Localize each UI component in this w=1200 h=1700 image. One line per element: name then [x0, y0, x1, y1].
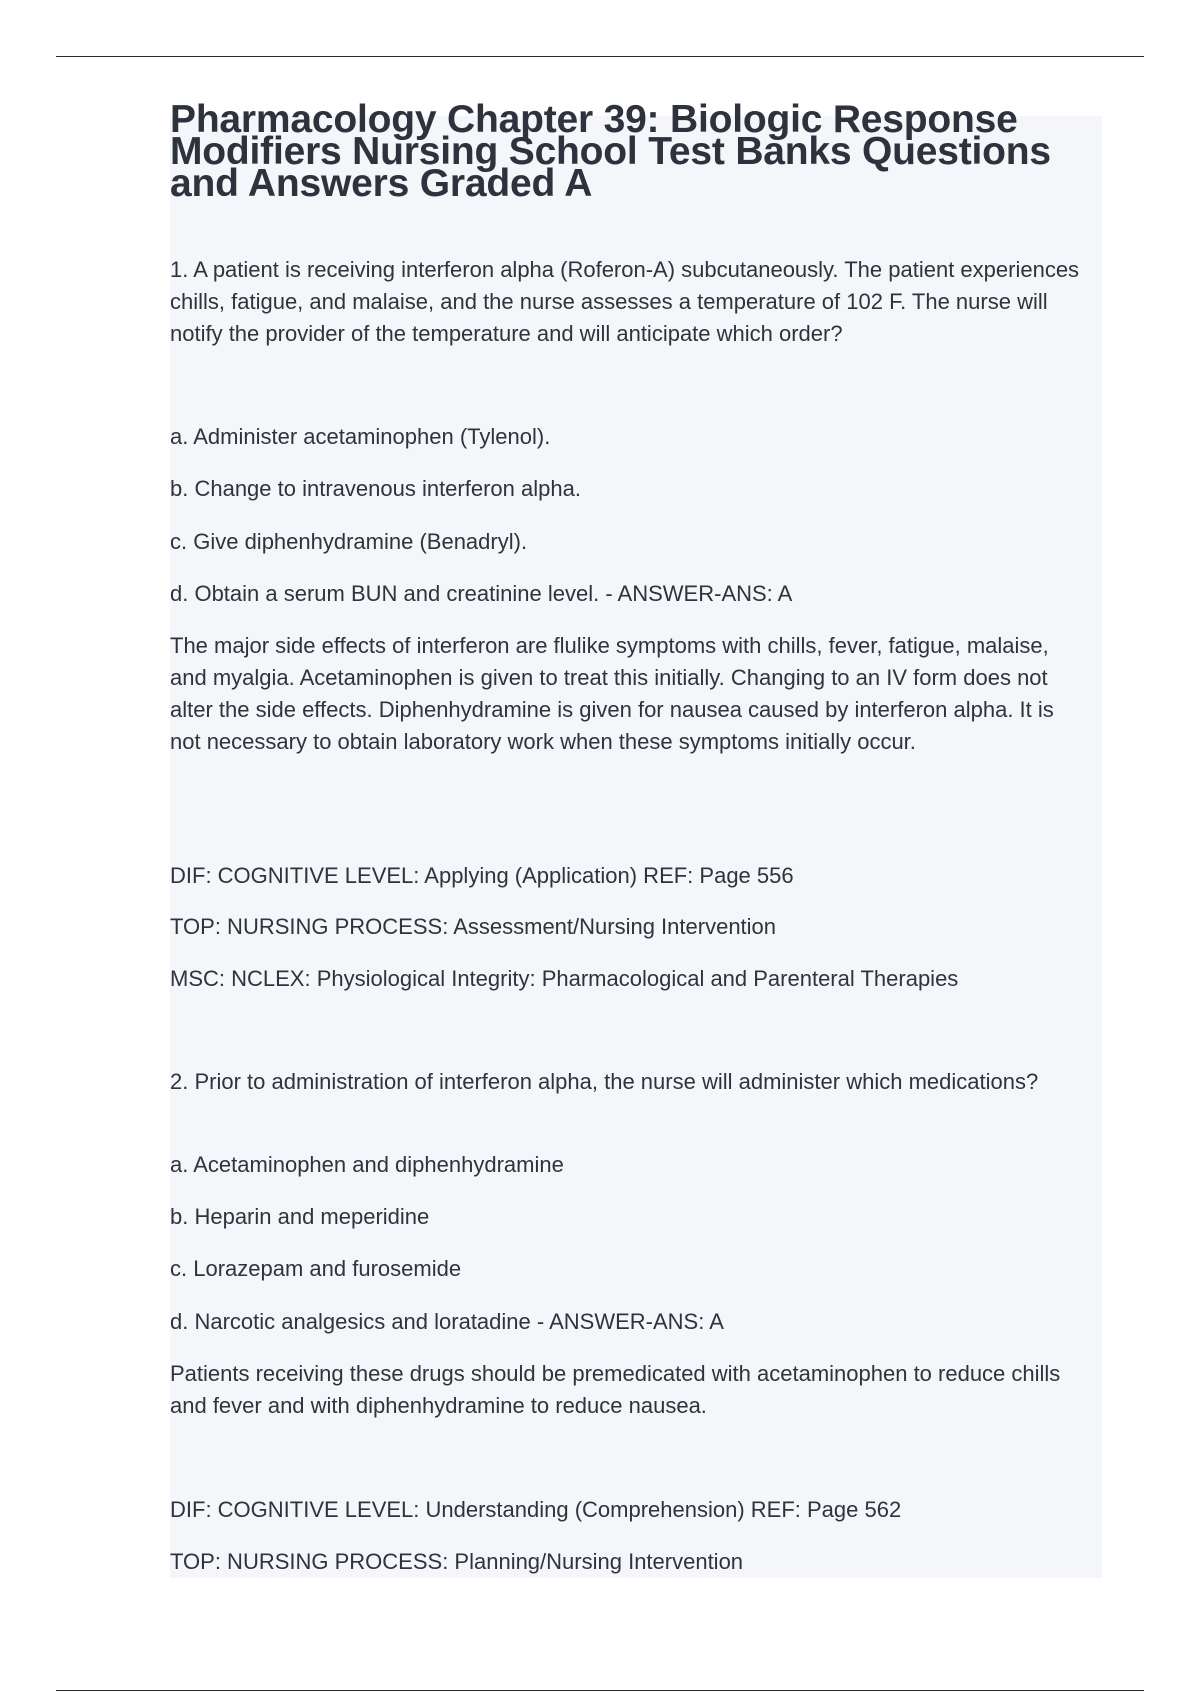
question-1-top: TOP: NURSING PROCESS: Assessment/Nursing Intervention — [170, 914, 777, 939]
question-1-option-d: d. Obtain a serum BUN and creatinine level. - ANSWER-ANS: A — [170, 581, 793, 606]
question-1-rationale: The major side effects of interferon are flulike symptoms with chills, fever, fatigue, malaise, and myalgia. Acetaminophen is given to treat this initially. Changing to an IV form does not alter the side effects. Diphenhydramine is given for nausea caused by interferon alpha. It is not necessary to obtain laboratory work when these symptoms initially occur. — [170, 633, 1054, 754]
question-1-option-b: b. Change to intravenous interferon alpha. — [170, 476, 581, 501]
question-2-option-a: a. Acetaminophen and diphenhydramine — [170, 1152, 564, 1177]
question-2-option-d: d. Narcotic analgesics and loratadine - ANSWER-ANS: A — [170, 1309, 724, 1334]
question-2-stem: 2. Prior to administration of interferon alpha, the nurse will administer which medications? — [170, 1069, 1039, 1094]
question-2-top: TOP: NURSING PROCESS: Planning/Nursing Intervention — [170, 1549, 744, 1574]
bottom-divider — [56, 1690, 1144, 1691]
question-1-option-c: c. Give diphenhydramine (Benadryl). — [170, 529, 528, 554]
document-title: Pharmacology Chapter 39: Biologic Response Modifiers Nursing School Test Banks Questions and Answers Graded A — [170, 98, 1051, 205]
question-2-dif: DIF: COGNITIVE LEVEL: Understanding (Comprehension) REF: Page 562 — [170, 1497, 902, 1522]
question-2-option-c: c. Lorazepam and furosemide — [170, 1256, 462, 1281]
question-1-option-a: a. Administer acetaminophen (Tylenol). — [170, 424, 551, 449]
question-2-rationale: Patients receiving these drugs should be premedicated with acetaminophen to reduce chills and fever and with diphenhydramine to reduce nausea. — [170, 1361, 1061, 1418]
question-1-dif: DIF: COGNITIVE LEVEL: Applying (Application) REF: Page 556 — [170, 863, 794, 888]
top-divider — [56, 56, 1144, 57]
question-2-option-b: b. Heparin and meperidine — [170, 1204, 430, 1229]
question-1-stem: 1. A patient is receiving interferon alpha (Roferon-A) subcutaneously. The patient experiences chills, fatigue, and malaise, and the nurse assesses a temperature of 102 F. The nurse will notify the provider of the temperature and will anticipate which order? — [170, 257, 1080, 346]
question-1-msc: MSC: NCLEX: Physiological Integrity: Pharmacological and Parenteral Therapies — [170, 966, 959, 991]
